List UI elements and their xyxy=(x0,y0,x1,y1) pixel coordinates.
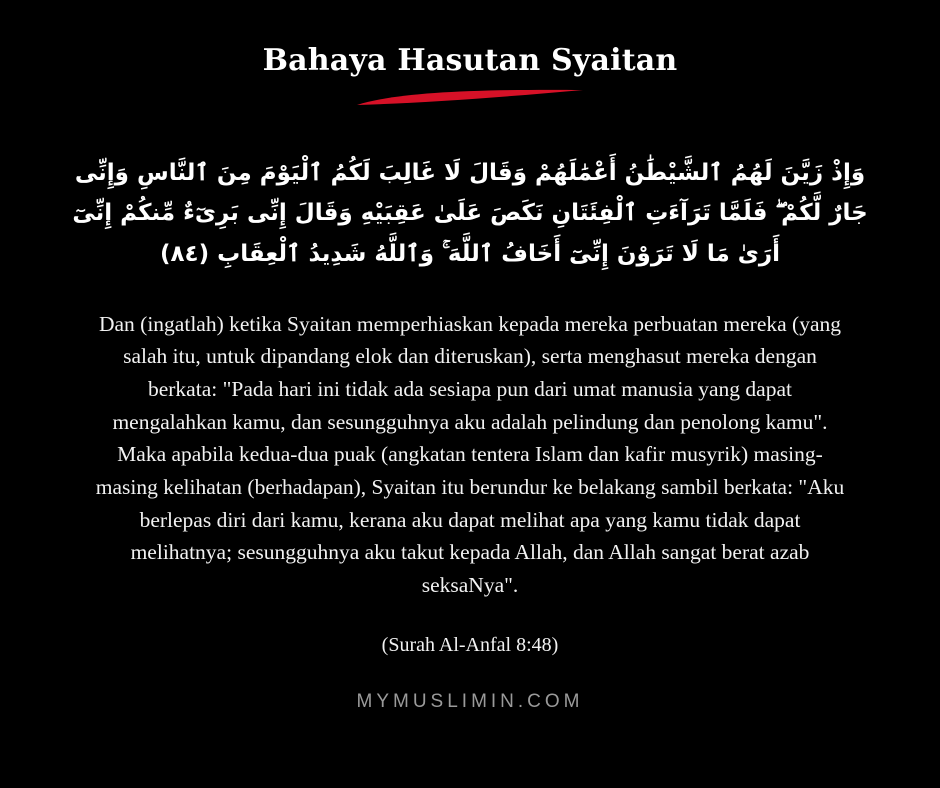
page-title: Bahaya Hasutan Syaitan xyxy=(262,43,678,78)
site-watermark: MYMUSLIMIN.COM xyxy=(356,690,584,712)
verse-translation: Dan (ingatlah) ketika Syaitan memperhiaskan kepada mereka perbuatan mereka (yang salah itu, untuk dipandang elok dan diteruskan), serta menghasut mereka dengan berkata: "Pada hari ini tidak ada sesiapa pun dari umat manusia yang dapat mengalahkan kamu, dan sesungguhnya aku adalah pelindung dan penolong kamu". Maka apabila kedua-dua puak (angkatan tentera Islam dan kafir musyrik) masing-masing kelihatan (berhadapan), Syaitan itu berundur ke belakang sambil berkata: "Aku berlepas diri dari kamu, kerana aku dapat melihat apa yang kamu tidak dapat melihatnya; sesungguhnya aku takut kepada Allah, dan Allah sangat berat azab seksaNya". xyxy=(95,311,845,598)
header-block xyxy=(0,44,940,109)
swoosh-underline-icon xyxy=(355,87,585,109)
verse-reference: (Surah Al-Anfal 8:48) xyxy=(381,633,559,656)
title-divider xyxy=(0,87,940,109)
arabic-verse: وَإِذْ زَيَّنَ لَهُمُ ٱلشَّيْطَٰنُ أَعْمَٰلَهُمْ وَقَالَ لَا غَالِبَ لَكُمُ ٱلْيَوْمَ مِنَ ٱلنَّاسِ وَإِنِّى جَارٌ لَّكُمْ ۖ فَلَمَّا تَرَآءَتِ ٱلْفِئَتَانِ نَكَصَ عَلَىٰ عَقِبَيْهِ وَقَالَ إِنِّى بَرِىٓءٌ مِّنكُمْ إِنِّىٓ أَرَىٰ مَا لَا تَرَوْنَ إِنِّىٓ أَخَافُ ٱللَّهَ ۚ وَٱللَّهُ شَدِيدُ ٱلْعِقَابِ (٤٨) xyxy=(72,160,868,267)
